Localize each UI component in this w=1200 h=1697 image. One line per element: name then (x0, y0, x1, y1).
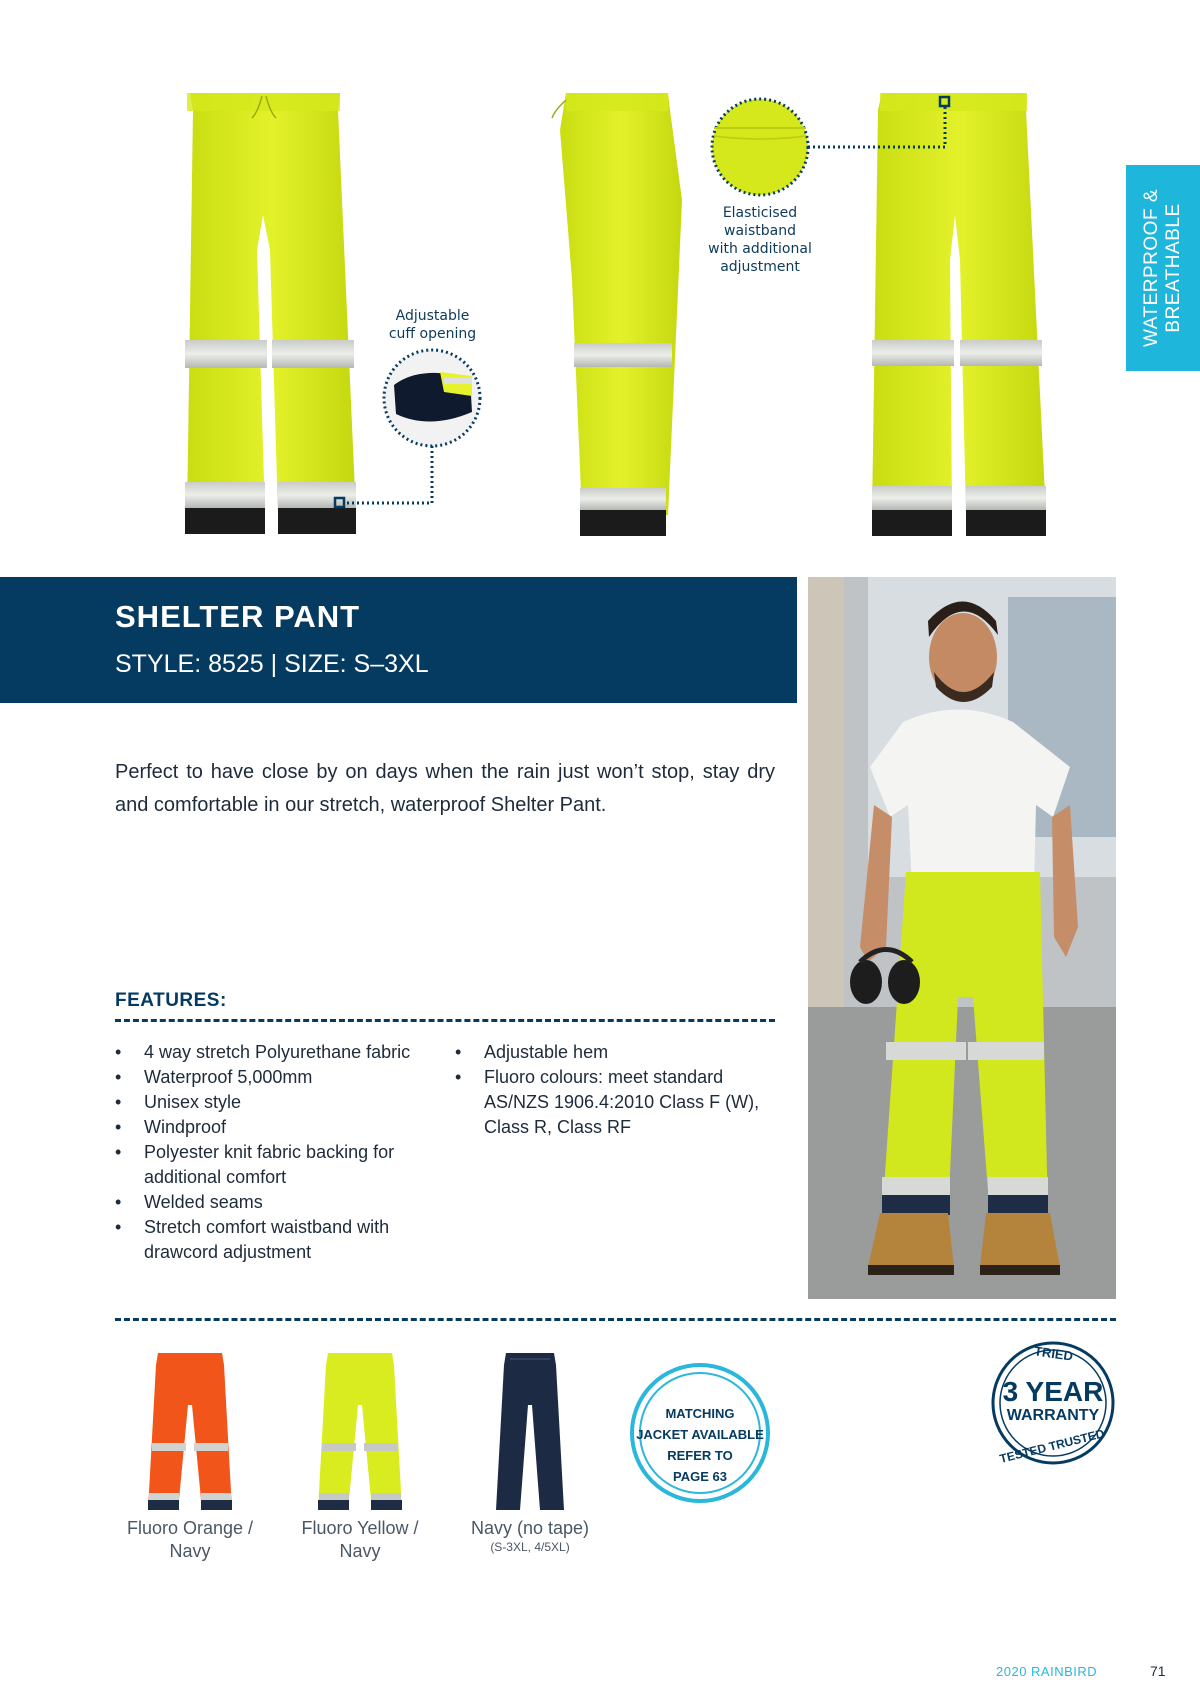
badge-line3: REFER TO (667, 1448, 733, 1463)
footer-brand: 2020 RAINBIRD (996, 1664, 1098, 1679)
warranty-main1: 3 YEAR (1002, 1376, 1104, 1407)
pant-navy-thumbnail (450, 1345, 610, 1517)
badge-line2: JACKET AVAILABLE (636, 1427, 764, 1442)
pant-orange-thumbnail (110, 1345, 270, 1517)
pant-yellow-thumbnail (280, 1345, 440, 1517)
waist-callout-line2: waistband (724, 223, 796, 239)
section-divider (115, 1318, 1116, 1321)
swatch-navy-label: Navy (no tape) (470, 1518, 590, 1538)
product-style-size: STYLE: 8525 | SIZE: S–3XL (115, 650, 429, 678)
feature-item: • Fluoro colours: meet standard AS/NZS 1906.4:2010 Class F (W), Class R, Class RF (455, 1065, 765, 1140)
cuff-detail-callout (335, 350, 480, 507)
product-title: SHELTER PANT (115, 599, 361, 634)
badge-line4: PAGE 63 (673, 1469, 727, 1484)
product-header-band (0, 577, 797, 703)
feature-item: • Polyester knit fabric backing for additional comfort (115, 1140, 415, 1190)
swatch-orange-label (110, 1517, 270, 1563)
feature-item: • Stretch comfort waistband with drawcord adjustment (115, 1215, 415, 1265)
waist-callout-line4: adjustment (720, 259, 800, 275)
feature-item: • Adjustable hem (455, 1040, 765, 1065)
colour-swatch-orange (110, 1345, 270, 1563)
swatch-orange-line2: Navy (169, 1541, 211, 1561)
feature-item: • 4 way stretch Polyurethane fabric (115, 1040, 415, 1065)
pant-back-illustration (872, 93, 1046, 536)
product-illustrations (0, 0, 1200, 560)
cuff-callout-line2: cuff opening (388, 326, 477, 342)
warranty-top: TRIED (1033, 1343, 1074, 1364)
swatch-yellow-line2: Navy (339, 1541, 381, 1561)
features-divider (115, 1019, 775, 1022)
feature-item: • Windproof (115, 1115, 415, 1140)
product-description: Perfect to have close by on days when the rain just won’t stop, stay dry and comfortable in our stretch, waterproof Shelter Pant. (115, 761, 775, 816)
matching-jacket-badge (630, 1363, 770, 1503)
features-list-col2 (455, 1040, 765, 1140)
waist-callout-line3: with additional (708, 241, 812, 257)
colour-swatch-navy (450, 1345, 610, 1554)
feature-item: • Waterproof 5,000mm (115, 1065, 415, 1090)
warranty-main2: WARRANTY (1006, 1407, 1100, 1424)
swatch-yellow-label (280, 1517, 440, 1563)
waist-callout-line1: Elasticised (722, 205, 798, 221)
pant-side-illustration (552, 93, 682, 536)
warranty-badge (988, 1338, 1118, 1468)
features-heading: FEATURES: (115, 990, 227, 1011)
cuff-callout-label (370, 307, 495, 343)
waist-callout-label (695, 204, 825, 276)
badge-line1: MATCHING (665, 1406, 735, 1421)
model-photo (808, 577, 1116, 1299)
feature-item: • Welded seams (115, 1190, 415, 1215)
side-tab-line2: BREATHABLE (1163, 203, 1184, 333)
swatch-orange-line1: Fluoro Orange / (126, 1518, 254, 1538)
features-list-col1 (115, 1040, 415, 1265)
side-tab-line1: WATERPROOF & (1141, 189, 1162, 347)
swatch-navy-sizes: (S-3XL, 4/5XL) (490, 1540, 570, 1554)
cuff-callout-line1: Adjustable (395, 308, 470, 324)
page-number: 71 (1150, 1663, 1166, 1679)
colour-swatch-yellow (280, 1345, 440, 1563)
warranty-bottom: TESTED TRUSTED (998, 1426, 1106, 1466)
feature-item: • Unisex style (115, 1090, 415, 1115)
pant-front-illustration (185, 93, 356, 534)
category-side-tab (1126, 165, 1200, 371)
swatch-yellow-line1: Fluoro Yellow / (301, 1518, 419, 1538)
